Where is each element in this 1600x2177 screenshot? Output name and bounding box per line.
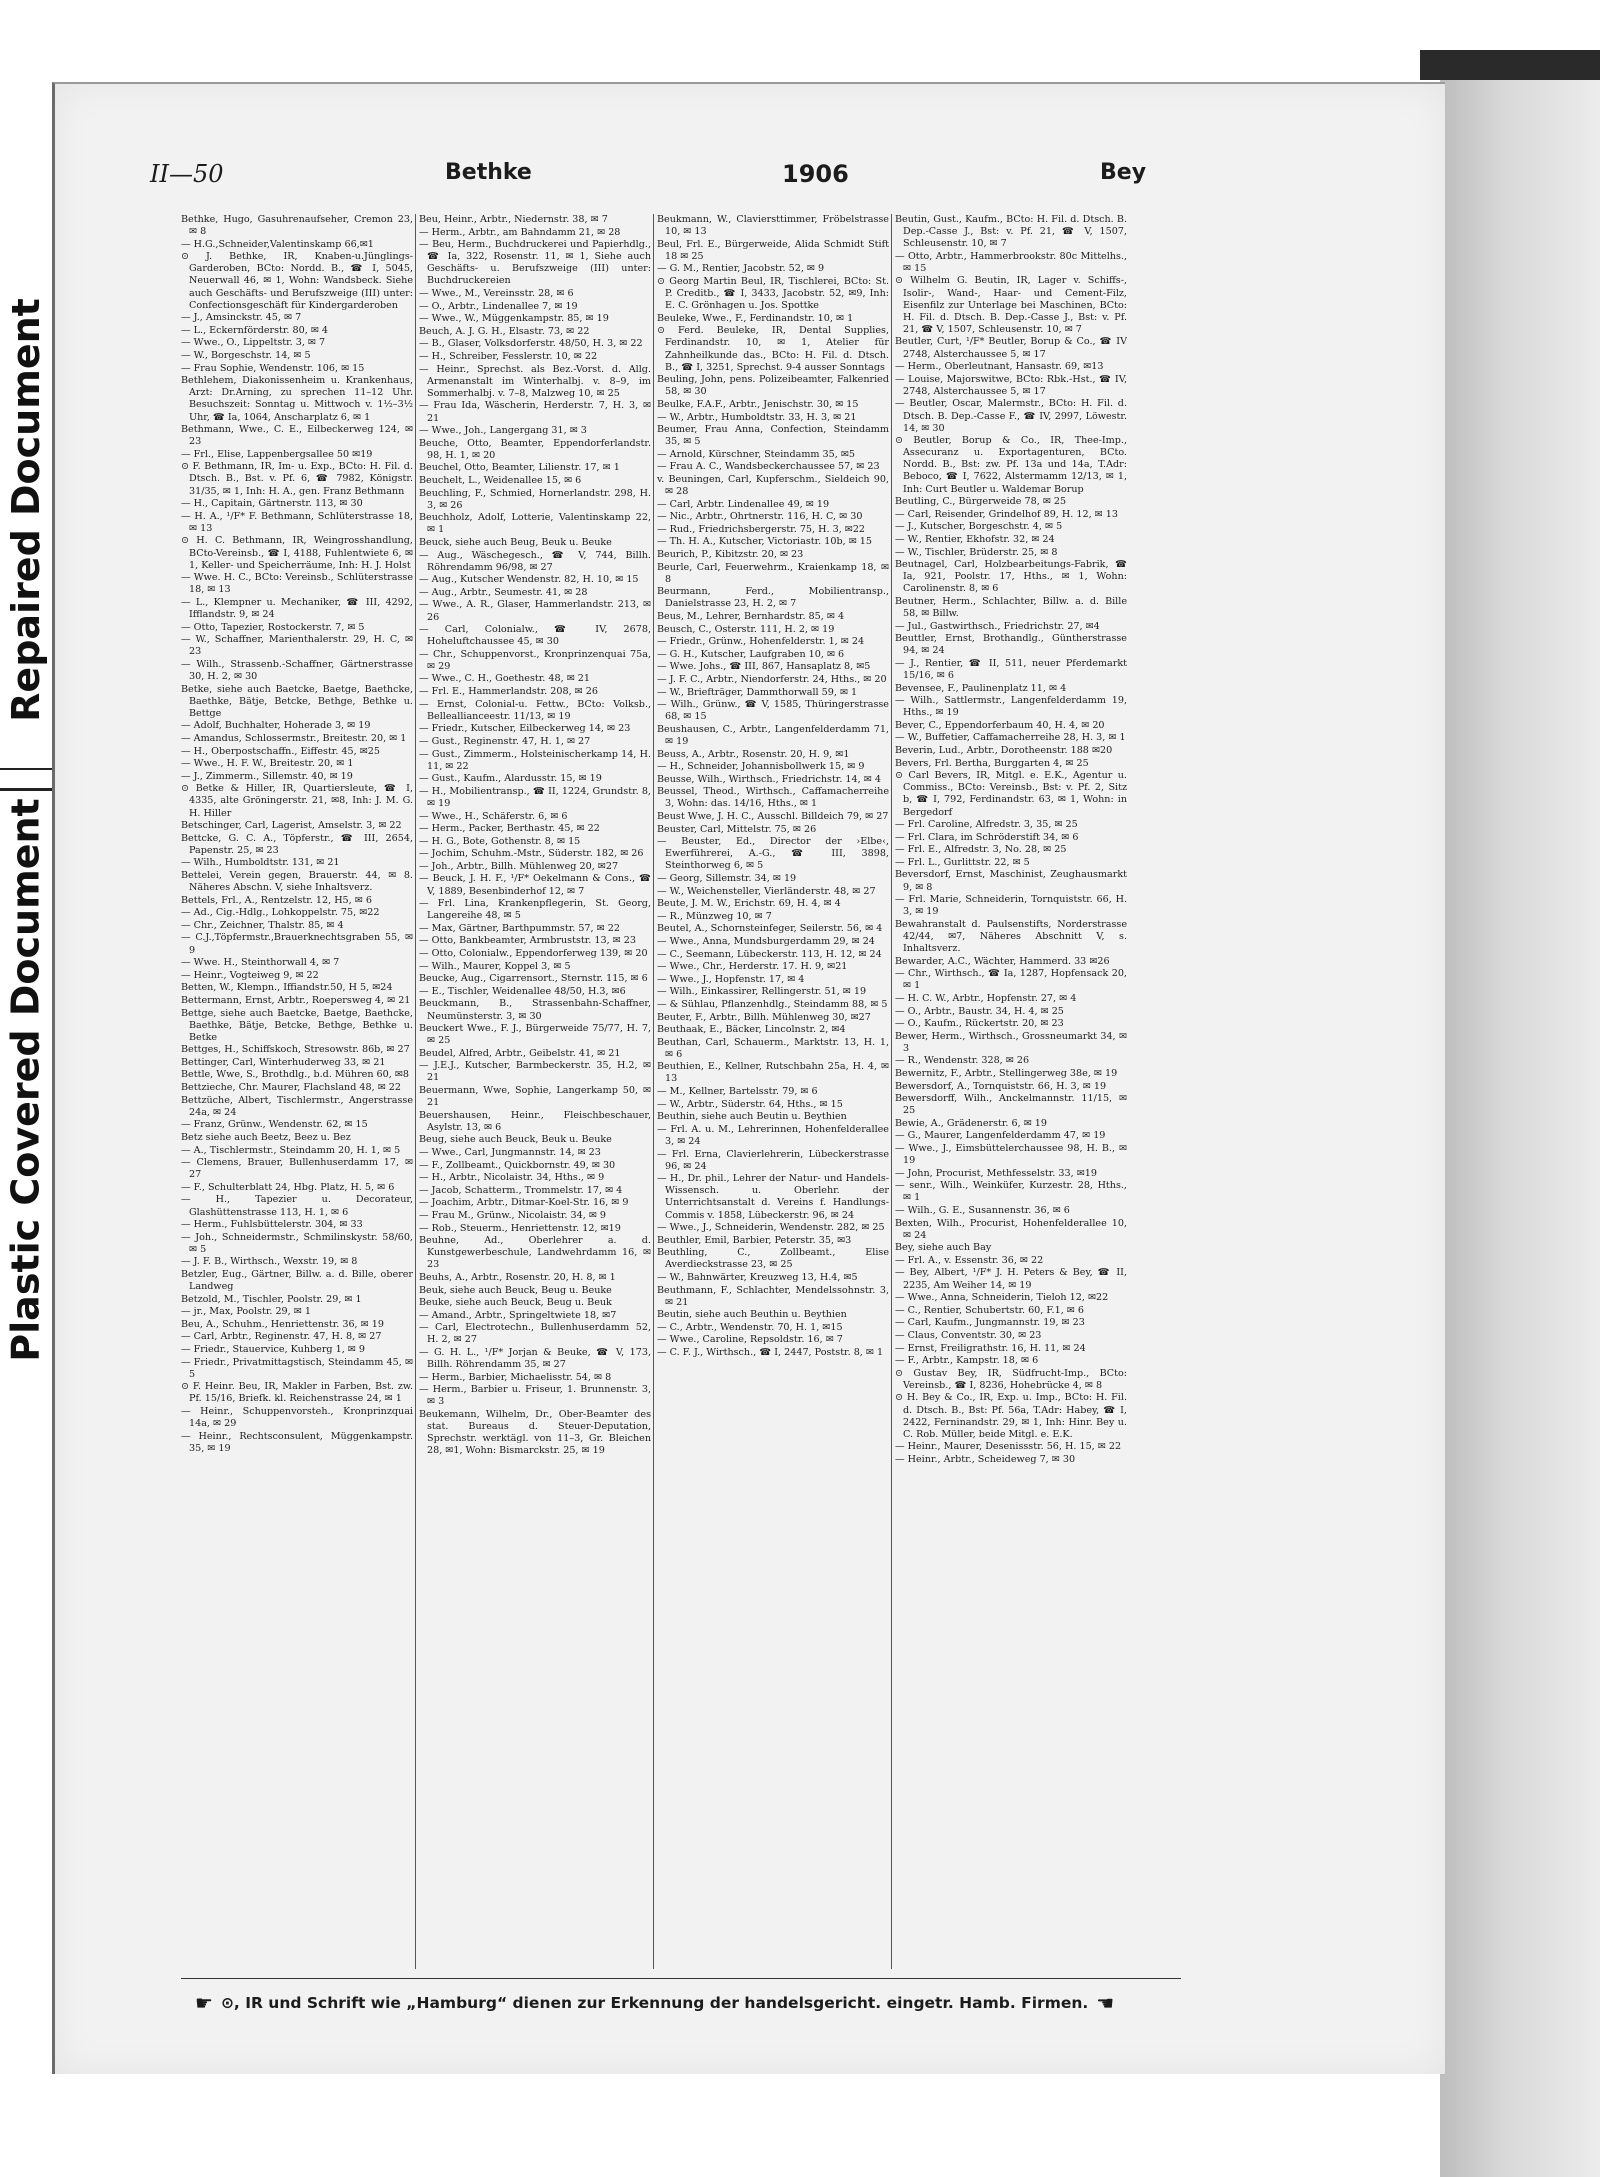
directory-entry: — Claus, Conventstr. 30, ✉ 23: [895, 1329, 1042, 1341]
directory-entry: Beurle, Carl, Feuerwehrm., Kraienkamp 18, ✉ 8: [657, 561, 889, 585]
directory-entry: Beurmann, Ferd., Mobilientransp., Danielstrasse 23, H. 2, ✉ 7: [657, 586, 889, 610]
directory-entry: Beuleke, Wwe., F., Ferdinandstr. 10, ✉ 1: [657, 312, 854, 324]
directory-entry: Beumer, Frau Anna, Confection, Steindamm 35, ✉ 5: [657, 424, 889, 448]
directory-entry: Bever, C., Eppendorferbaum 40, H. 4, ✉ 20: [895, 719, 1105, 731]
directory-entry: — Wwe. Johs., ☎ III, 867, Hansaplatz 8, ✉5: [657, 661, 871, 673]
directory-entry: — Wwe., J., Eimsbüttelerchaussee 98, H. B., ✉ 19: [895, 1143, 1127, 1167]
directory-entry: — C. F. J., Wirthsch., ☎ I, 2447, Poststr. 8, ✉ 1: [657, 1347, 884, 1359]
directory-entry: — Friedr., Privatmittagstisch, Steindamm 45, ✉ 5: [181, 1356, 413, 1380]
footer-rule: [181, 1978, 1181, 1979]
directory-entry: — Friedr., Grünw., Hohenfelderstr. 1, ✉ 24: [657, 636, 865, 648]
directory-entry: Beuster, Carl, Mittelstr. 75, ✉ 26: [657, 823, 817, 835]
directory-entry: ⊙ H. C. Bethmann, IR, Weingrosshandlung, BCto-Vereinsb., ☎ I, 4188, Fuhlentwiete 6, ✉ 1, Keller- und Speicherräume, Inh: H. J. Holst: [181, 535, 413, 571]
directory-entry: — Jul., Gastwirthsch., Friedrichstr. 27, ✉4: [895, 620, 1100, 632]
directory-entry: Beudel, Alfred, Arbtr., Geibelstr. 41, ✉ 21: [419, 1047, 621, 1059]
directory-entry: ⊙ F. Bethmann, IR, Im- u. Exp., BCto: H. Fil. d. Dtsch. B., Bst. v. Pf. 6, ☎ 7982, Königstr. 31/35, ✉ 1, Inh: H. A., gen. Franz Bethmann: [181, 461, 413, 497]
directory-entry: ⊙ Georg Martin Beul, IR, Tischlerei, BCto: St. P. Creditb., ☎ I, 3433, Jacobstr. 52, ✉9, Inh: E. C. Grönhagen u. Jos. Spottke: [657, 275, 889, 312]
directory-entry: — Gust., Reginenstr. 47, H. 1, ✉ 27: [419, 735, 591, 747]
directory-entry: — W., Weichensteller, Vierländerstr. 48, ✉ 27: [657, 885, 876, 897]
directory-entry: — C., Rentier, Schubertstr. 60, F.1, ✉ 6: [895, 1304, 1084, 1316]
directory-entry: — Wwe., Chr., Herderstr. 17. H. 9, ✉21: [657, 961, 848, 973]
column-rule: [415, 214, 416, 1969]
directory-entry: — Frau Sophie, Wendenstr. 106, ✉ 15: [181, 362, 365, 374]
directory-entry: — Wwe., Joh., Langergang 31, ✉ 3: [419, 425, 587, 437]
directory-columns: [181, 214, 1181, 1974]
directory-entry: Beuck, siehe auch Beug, Beuk u. Beuke: [419, 536, 612, 548]
directory-entry: — Frau A. C., Wandsbeckerchaussee 57, ✉ 23: [657, 461, 880, 473]
directory-entry: v. Beuningen, Carl, Kupferschm., Sieldeich 90, ✉ 28: [657, 473, 889, 498]
directory-column-1: [181, 214, 413, 1964]
directory-entry: Beute, J. M. W., Erichstr. 69, H. 4, ✉ 4: [657, 898, 841, 910]
directory-entry: — J., Zimmerm., Sillemstr. 40, ✉ 19: [181, 770, 353, 782]
directory-entry: — G., Maurer, Langenfelderdamm 47, ✉ 19: [895, 1130, 1106, 1142]
directory-entry: ⊙ F. Heinr. Beu, IR, Makler in Farben, Bst. zw. Pf. 15/16, Briefk. kl. Reichenstrasse 24, ✉ 1: [181, 1381, 413, 1405]
footer-legend: [195, 1990, 1175, 2016]
directory-entry: Beuttler, Ernst, Brothandlg., Güntherstrasse 94, ✉ 24: [895, 633, 1127, 657]
directory-entry: Bey, siehe auch Bay: [895, 1242, 992, 1254]
directory-entry: — Wwe., H., Schäferstr. 6, ✉ 6: [419, 810, 568, 822]
directory-column-4: [895, 214, 1127, 1964]
directory-entry: — H., Capitain, Gärtnerstr. 113, ✉ 30: [181, 498, 363, 510]
directory-entry: — & Sühlau, Pflanzenhdlg., Steindamm 88, ✉ 5: [657, 998, 888, 1010]
directory-entry: — F., Zollbeamt., Quickbornstr. 49, ✉ 30: [419, 1159, 616, 1171]
directory-entry: Bettcke, G. C. A., Töpferstr., ☎ III, 2654, Papenstr. 25, ✉ 23: [181, 832, 413, 856]
directory-entry: — O., Kaufm., Rückertstr. 20, ✉ 23: [895, 1018, 1064, 1030]
directory-entry: ⊙ J. Bethke, IR, Knaben-u.Jünglings-Garderoben, BCto: Nordd. B., ☎ I, 5045, Neuerwall 46, ✉ 1, Wohn: Wandsbeck. Siehe auch Geschäfts- und Berufszweige (III) unter: Confectionsgeschäft für Kindergarderoben: [181, 251, 413, 311]
directory-entry: — H., Schreiber, Fesslerstr. 10, ✉ 22: [419, 351, 598, 363]
directory-entry: Bewarder, A.C., Wächter, Hammerd. 33 ✉26: [895, 955, 1110, 967]
repaired-document-label: [0, 255, 52, 765]
directory-entry: — Carl, Colonialw., ☎ IV, 2678, Hoheluftchaussee 45, ✉ 30: [419, 624, 651, 648]
directory-entry: — W., Borgeschstr. 14, ✉ 5: [181, 350, 311, 362]
directory-entry: Bethmann, Wwe., C. E., Eilbeckerweg 124, ✉ 23: [181, 424, 413, 448]
directory-entry: Beuhne, Ad., Oberlehrer a. d. Kunstgewerbeschule, Landwehrdamm 16, ✉ 23: [419, 1235, 651, 1271]
directory-entry: — O., Arbtr., Lindenallee 7, ✉ 19: [419, 300, 578, 312]
directory-entry: — Beutler, Oscar, Malermstr., BCto: H. Fil. d. Dtsch. B. Dep.-Casse F., ☎ IV, 2997, Löwestr. 14, ✉ 30: [895, 398, 1127, 434]
repaired-document-text: Repaired Document: [4, 298, 49, 722]
directory-entry: — Otto, Arbtr., Hammerbrookstr. 80c Mittelhs., ✉ 15: [895, 250, 1127, 274]
directory-entry: — jr., Max, Poolstr. 29, ✉ 1: [181, 1306, 311, 1318]
directory-entry: Beuckert Wwe., F. J., Bürgerweide 75/77, H. 7, ✉ 25: [419, 1023, 651, 1047]
directory-entry: — Louise, Majorswitwe, BCto: Rbk.-Hst., ☎ IV, 2748, Alsterchaussee 5, ✉ 17: [895, 373, 1127, 397]
directory-entry: — Heinr., Maurer, Desenissstr. 56, H. 15, ✉ 22: [895, 1441, 1122, 1453]
side-label-strip: [0, 120, 52, 1362]
directory-entry: — M., Kellner, Bartelsstr. 79, ✉ 6: [657, 1086, 818, 1098]
directory-entry: Bevensee, F., Paulinenplatz 11, ✉ 4: [895, 682, 1067, 694]
directory-entry: Bettermann, Ernst, Arbtr., Roepersweg 4, ✉ 21: [181, 994, 411, 1006]
directory-entry: — Max, Gärtner, Barthpummstr. 57, ✉ 22: [419, 922, 620, 934]
directory-entry: — W., Schaffner, Marienthalerstr. 29, H. C, ✉ 23: [181, 634, 413, 658]
directory-entry: — L., Klempner u. Mechaniker, ☎ III, 4292, Ifflandstr. 9, ✉ 24: [181, 596, 413, 620]
directory-entry: Beust Wwe, J. H. C., Ausschl. Billdeich 79, ✉ 27: [657, 811, 889, 822]
directory-entry: — C., Seemann, Lübeckerstr. 113, H. 12, ✉ 24: [657, 948, 882, 960]
pointing-hand-right-icon: ☚: [1096, 1991, 1115, 2015]
directory-entry: — W., Arbtr., Süderstr. 64, Hths., ✉ 15: [657, 1098, 843, 1110]
directory-entry: — Arnold, Kürschner, Steindamm 35, ✉5: [657, 448, 856, 460]
directory-column-3: [657, 214, 889, 1964]
directory-entry: — Frl. E., Alfredstr. 3, No. 28, ✉ 25: [895, 844, 1067, 856]
directory-entry: Beuchelt, L., Weidenallee 15, ✉ 6: [419, 474, 582, 486]
directory-entry: — Gust., Kaufm., Alardusstr. 15, ✉ 19: [419, 773, 602, 785]
directory-entry: — Wilh., Humboldtstr. 131, ✉ 21: [181, 857, 340, 869]
directory-entry: — Chr., Schuppenvorst., Kronprinzenquai 75a, ✉ 29: [419, 648, 651, 672]
directory-entry: — Nic., Arbtr., Ohrtnerstr. 116, H. C, ✉ 30: [657, 511, 863, 523]
directory-entry: — E., Tischler, Weidenallee 48/50, H.3, ✉6: [419, 985, 626, 997]
directory-entry: Beuch, A. J. G. H., Elsastr. 73, ✉ 22: [419, 325, 590, 337]
directory-entry: ⊙ Gustav Bey, IR, Südfrucht-Imp., BCto: Vereinsb., ☎ I, 8236, Hohebrücke 4, ✉ 8: [895, 1367, 1127, 1391]
directory-entry: — Joh., Arbtr., Billh. Mühlenweg 20, ✉27: [419, 860, 619, 872]
directory-entry: — L., Eckernförderstr. 80, ✉ 4: [181, 324, 329, 336]
directory-entry: — Joachim, Arbtr., Ditmar-Koel-Str. 16, ✉ 9: [419, 1197, 629, 1209]
directory-entry: Beurich, P., Kibitzstr. 20, ✉ 23: [657, 549, 804, 561]
directory-entry: — Wilh., Maurer, Koppel 3, ✉ 5: [419, 960, 571, 972]
directory-entry: Beuter, F., Arbtr., Billh. Mühlenweg 30, ✉27: [657, 1011, 871, 1023]
directory-entry: — Bey, Albert, ¹/F* J. H. Peters & Bey, ☎ II, 2235, Am Weiher 14, ✉ 19: [895, 1267, 1127, 1291]
directory-entry: Beuling, John, pens. Polizeibeamter, Falkenried 58, ✉ 30: [657, 374, 889, 398]
directory-entry: Bewernitz, F., Arbtr., Stellingerweg 38e, ✉ 19: [895, 1067, 1118, 1079]
directory-entry: — Th. H. A., Kutscher, Victoriastr. 10b, ✉ 15: [657, 536, 872, 548]
directory-entry: — Ad., Cig.-Hdlg., Lohkoppelstr. 75, ✉22: [181, 907, 380, 919]
directory-entry: — W., Bahnwärter, Kreuzweg 13, H.4, ✉5: [657, 1271, 858, 1283]
directory-entry: Betzler, Eug., Gärtner, Billw. a. d. Bille, oberer Landweg: [181, 1268, 413, 1293]
directory-entry: — H., Dr. phil., Lehrer der Natur- und Handels-Wissensch. u. Oberlehr. der Unterrichtsanstalt d. Vereins f. Handlungs-Commis v. 1858, Lübeckerstr. 96, ✉ 24: [657, 1173, 889, 1221]
directory-entry: — Wwe., H. F. W., Breitestr. 20, ✉ 1: [181, 758, 354, 770]
directory-entry: Beuthmann, F., Schlachter, Mendelssohnstr. 3, ✉ 21: [657, 1284, 889, 1308]
directory-entry: — Rob., Steuerm., Henriettenstr. 12, ✉19: [419, 1222, 621, 1234]
directory-entry: — Wilh., Sattlermstr., Langenfelderdamm 19, Hths., ✉ 19: [895, 695, 1127, 719]
directory-entry: — Heinr., Schuppenvorsteh., Kronprinzquai 14a, ✉ 29: [181, 1406, 413, 1430]
directory-entry: — Otto, Colonialw., Eppendorferweg 139, ✉ 20: [419, 948, 648, 960]
directory-entry: — O., Arbtr., Baustr. 34, H. 4, ✉ 25: [895, 1005, 1064, 1017]
directory-entry: ⊙ H. Bey & Co., IR, Exp. u. Imp., BCto: H. Fil. d. Dtsch. B., Bst: Pf. 56a, T.Adr: Habey, ☎ I, 2422, Ferninandstr. 29, ✉ 1, Inh: Hinr. Bey u. C. Rob. Müller, beide Mitgl. e. E.K.: [895, 1392, 1127, 1440]
directory-entry: Beu, Heinr., Arbtr., Niedernstr. 38, ✉ 7: [419, 214, 608, 225]
directory-entry: — Wilh., Einkassirer, Rellingerstr. 51, ✉ 19: [657, 986, 867, 998]
running-head: [150, 160, 1147, 196]
directory-entry: — Chr., Wirthsch., ☎ Ia, 1287, Hopfensack 20, ✉ 1: [895, 968, 1127, 992]
directory-entry: Beuchling, F., Schmied, Hornerlandstr. 298, H. 3, ✉ 26: [419, 487, 651, 511]
directory-entry: Betke, siehe auch Baetcke, Baetge, Baethcke, Baethke, Bätje, Betcke, Bethge, Bethke u. Bettge: [181, 683, 413, 719]
directory-entry: — H. A., ¹/F* F. Bethmann, Schlüterstrasse 18, ✉ 13: [181, 510, 413, 534]
directory-entry: Bewersdorf, A., Tornquiststr. 66, H. 3, ✉ 19: [895, 1080, 1107, 1092]
directory-entry: — Carl, Arbtr., Reginenstr. 47, H. 8, ✉ 27: [181, 1331, 382, 1343]
directory-entry: — Wwe., C. H., Goethestr. 48, ✉ 21: [419, 673, 590, 685]
directory-entry: — Friedr., Kutscher, Eilbeckerweg 14, ✉ 23: [419, 723, 631, 735]
directory-entry: Beusse, Wilh., Wirthsch., Friedrichstr. 14, ✉ 4: [657, 773, 881, 785]
directory-entry: Beuthaak, E., Bäcker, Lincolnstr. 2, ✉4: [657, 1024, 846, 1036]
directory-entry: — Ernst, Freiligrathstr. 16, H. 11, ✉ 24: [895, 1342, 1086, 1354]
directory-entry: — Wwe., O., Lippeltstr. 3, ✉ 7: [181, 337, 326, 349]
directory-entry: — J., Rentier, ☎ II, 511, neuer Pferdemarkt 15/16, ✉ 6: [895, 657, 1127, 681]
directory-entry: Bettels, Frl., A., Rentzelstr. 12, H5, ✉ 6: [181, 894, 372, 906]
directory-entry: — Wwe., Anna, Mundsburgerdamm 29, ✉ 24: [657, 935, 875, 947]
directory-entry: — R., Münzweg 10, ✉ 7: [657, 910, 772, 922]
directory-entry: Bewer, Herm., Wirthsch., Grossneumarkt 34, ✉ 3: [895, 1030, 1127, 1054]
directory-entry: — Aug., Arbtr., Seumestr. 41, ✉ 28: [419, 586, 588, 598]
directory-entry: — W., Rentier, Ekhofstr. 32, ✉ 24: [895, 533, 1055, 545]
directory-entry: — Chr., Zeichner, Thalstr. 85, ✉ 4: [181, 919, 344, 931]
directory-entry: — senr., Wilh., Weinküfer, Kurzestr. 28, Hths., ✉ 1: [895, 1180, 1127, 1204]
directory-entry: — H., Oberpostschaffn., Eiffestr. 45, ✉25: [181, 745, 380, 757]
directory-entry: — Aug., Kutscher Wendenstr. 82, H. 10, ✉ 15: [419, 574, 639, 586]
directory-entry: Beversdorf, Ernst, Maschinist, Zeughausmarkt 9, ✉ 8: [895, 869, 1127, 893]
directory-entry: — Joh., Schneidermstr., Schmilinskystr. 58/60, ✉ 5: [181, 1231, 413, 1255]
scan-corner: [1420, 50, 1600, 80]
directory-entry: — C.J.,Töpfermstr.,Brauerknechtsgraben 55, ✉ 9: [181, 932, 413, 956]
directory-entry: — Rud., Friedrichsbergerstr. 75, H. 3, ✉22: [657, 523, 866, 535]
directory-entry: — Wwe., J., Hopfenstr. 17, ✉ 4: [657, 973, 805, 985]
directory-entry: — Wwe., Carl, Jungmannstr. 14, ✉ 23: [419, 1147, 601, 1159]
first-name-header: Bethke: [445, 160, 532, 185]
directory-entry: — Friedr., Stauervice, Kuhberg 1, ✉ 9: [181, 1344, 365, 1356]
directory-entry: — Wwe., J., Schneiderin, Wendenstr. 282, ✉ 25: [657, 1222, 885, 1234]
directory-entry: — Beuster, Ed., Director der ›Elbe‹, Ewerführerei, A.-G., ☎ III, 3898, Steinthorweg 6, ✉ 5: [657, 836, 889, 872]
directory-entry: — John, Procurist, Methfesselstr. 33, ✉19: [895, 1167, 1097, 1179]
directory-entry: — Carl, Reisender, Grindelhof 89, H. 12, ✉ 13: [895, 508, 1118, 520]
directory-entry: Beussel, Theod., Wirthsch., Caffamacherreihe 3, Wohn: das. 14/16, Hths., ✉ 1: [657, 786, 889, 810]
directory-entry: — Heinr., Sprechst. als Bez.-Vorst. d. Allg. Armenanstalt im Winterhalbj. v. 8–9, im Sommerhalbj. v. 7–8, Malzweg 10, ✉ 25: [419, 363, 651, 399]
directory-entry: — Wwe., A. R., Glaser, Hammerlandstr. 213, ✉ 26: [419, 599, 651, 623]
directory-entry: Beuchel, Otto, Beamter, Lilienstr. 17, ✉ 1: [419, 462, 620, 474]
directory-entry: Beuhs, A., Arbtr., Rosenstr. 20, H. 8, ✉ 1: [419, 1271, 616, 1283]
directory-entry: — Herm., Oberleutnant, Hansastr. 69, ✉13: [895, 361, 1104, 373]
directory-entry: — Heinr., Arbtr., Scheideweg 7, ✉ 30: [895, 1453, 1076, 1465]
plastic-covered-label: [0, 798, 52, 1362]
directory-entry: — Adolf, Buchhalter, Hoherade 3, ✉ 19: [181, 720, 371, 732]
directory-entry: — Wwe., W., Müggenkampstr. 85, ✉ 19: [419, 313, 609, 325]
directory-entry: Beukmann, W., Claviersttimmer, Fröbelstrasse 10, ✉ 13: [657, 214, 889, 238]
column-rule: [891, 214, 892, 1969]
directory-entry: Bethlehem, Diakonissenheim u. Krankenhaus, Arzt: Dr.Arning, zu sprechen 11–12 Uhr. Besuchszeit: Sonntag u. Mittwoch v. 1½–3½ Uhr, ☎ Ia, 1064, Anscharplatz 6, ✉ 1: [181, 375, 413, 423]
column-rule: [653, 214, 654, 1969]
directory-entry: Beushausen, C., Arbtr., Langenfelderdamm 71, ✉ 19: [657, 723, 889, 747]
directory-entry: — Frau M., Grünw., Nicolaistr. 34, ✉ 9: [419, 1210, 607, 1221]
directory-entry: — W., Arbtr., Humboldtstr. 33, H. 3, ✉ 21: [657, 411, 857, 423]
directory-entry: — Wwe., Anna, Schneiderin, Tieloh 12, ✉22: [895, 1292, 1109, 1304]
directory-entry: — Herm., Fuhlsbüttelerstr. 304, ✉ 33: [181, 1219, 363, 1231]
directory-entry: — Ernst, Colonial-u. Fettw., BCto: Volksb., Belleallianceestr. 11/13, ✉ 19: [419, 698, 651, 722]
directory-column-2: [419, 214, 651, 1964]
directory-entry: Beuthien, E., Kellner, Rutschbahn 25a, H. 4, ✉ 13: [657, 1061, 889, 1085]
directory-entry: Bewersdorff, Wilh., Anckelmannstr. 11/15, ✉ 25: [895, 1093, 1127, 1117]
directory-entry: ⊙ Betke & Hiller, IR, Quartiersleute, ☎ I, 4335, alte Gröningerstr. 21, ✉8, Inh: J. M. G. H. Hiller: [181, 783, 413, 819]
directory-entry: — Wwe. H. C., BCto: Vereinsb., Schlüterstrasse 18, ✉ 13: [181, 572, 413, 596]
directory-entry: — Wwe., M., Vereinsstr. 28, ✉ 6: [419, 288, 574, 300]
directory-entry: Beuthan, Carl, Schauerm., Marktstr. 13, H. 1, ✉ 6: [657, 1036, 889, 1060]
directory-entry: — Herm., Packer, Berthastr. 45, ✉ 22: [419, 823, 600, 835]
directory-entry: Beutel, A., Schornsteinfeger, Seilerstr. 56, ✉ 4: [657, 923, 883, 935]
directory-entry: — W., Tischler, Brüderstr. 25, ✉ 8: [895, 546, 1058, 558]
directory-entry: — Carl, Arbtr. Lindenallee 49, ✉ 19: [657, 498, 830, 510]
page-number: II—50: [150, 160, 224, 188]
directory-entry: Bethke, Hugo, Gasuhrenaufseher, Cremon 23, ✉ 8: [181, 214, 413, 238]
directory-entry: Bettle, Wwe, S., Brothdlg., b.d. Mühren 60, ✉8: [181, 1069, 410, 1081]
directory-entry: Beuckmann, B., Strassenbahn-Schaffner, Neumünsterstr. 3, ✉ 30: [419, 998, 651, 1022]
directory-entry: Beuche, Otto, Beamter, Eppendorferlandstr. 98, H. 1, ✉ 20: [419, 437, 651, 461]
directory-entry: — Franz, Grünw., Wendenstr. 62, ✉ 15: [181, 1119, 368, 1131]
directory-entry: — H., Tapezier u. Decorateur, Glashüttenstrasse 113, H. 1, ✉ 6: [181, 1194, 413, 1218]
year-header: 1906: [782, 160, 849, 188]
directory-entry: Beuss, A., Arbtr., Rosenstr. 20, H. 9, ✉1: [657, 748, 850, 760]
directory-entry: — G. H., Kutscher, Laufgraben 10, ✉ 6: [657, 648, 845, 660]
directory-entry: Betzold, M., Tischler, Poolstr. 29, ✉ 1: [181, 1293, 362, 1305]
directory-entry: — R., Wendenstr. 328, ✉ 26: [895, 1055, 1030, 1067]
directory-entry: — Frl., Elise, Lappenbergsallee 50 ✉19: [181, 448, 373, 460]
directory-entry: — Clemens, Brauer, Bullenhuserdamm 17, ✉ 27: [181, 1157, 413, 1181]
directory-entry: Beverin, Lud., Arbtr., Dorotheenstr. 188 ✉20: [895, 745, 1113, 757]
directory-entry: — Gust., Zimmerm., Holsteinischerkamp 14, H. 11, ✉ 22: [419, 748, 651, 772]
plastic-covered-text: Plastic Covered Document: [4, 798, 49, 1362]
directory-entry: Beuk, siehe auch Beuck, Beug u. Beuke: [419, 1284, 612, 1296]
directory-entry: — Wwe. H., Steinthorwall 4, ✉ 7: [181, 957, 340, 969]
directory-entry: Beuthler, Emil, Barbier, Peterstr. 35, ✉3: [657, 1234, 852, 1246]
directory-entry: — Jacob, Schatterm., Trommelstr. 17, ✉ 4: [419, 1184, 623, 1196]
directory-entry: — Aug., Wäschegesch., ☎ V, 744, Billh. Röhrendamm 96/98, ✉ 27: [419, 549, 651, 573]
directory-entry: — Frl. L., Gurlittstr. 22, ✉ 5: [895, 856, 1030, 868]
directory-entry: — Otto, Tapezier, Rostockerstr. 7, ✉ 5: [181, 621, 365, 633]
directory-entry: ⊙ Beutler, Borup & Co., IR, Thee-Imp., Assecuranz u. Exportagenturen, BCto. Nordd. B., Bst: zw. Pf. 13a und 14a, T.Adr: Beboco, ☎ I, 7622, Alstermamm 12/13, ✉ 1, Inh: Curt Beutler u. Waldemar Borup: [895, 435, 1127, 495]
directory-entry: Bexten, Wilh., Procurist, Hohenfelderallee 10, ✉ 24: [895, 1217, 1127, 1241]
directory-entry: — H.G.,Schneider,Valentinskamp 66,✉1: [181, 238, 374, 250]
directory-entry: — A., Tischlermstr., Steindamm 20, H. 1, ✉ 5: [181, 1144, 401, 1156]
directory-entry: Beutin, siehe auch Beuthin u. Beythien: [657, 1309, 847, 1321]
directory-entry: Bettzüche, Albert, Tischlermstr., Angerstrasse 24a, ✉ 24: [181, 1094, 413, 1118]
pointing-hand-left-icon: ☛: [195, 1991, 213, 2015]
directory-entry: Bettges, H., Schiffskoch, Stresowstr. 86b, ✉ 27: [181, 1044, 410, 1056]
directory-entry: Beusch, C., Osterstr. 111, H. 2, ✉ 19: [657, 623, 835, 635]
directory-entry: Bettinger, Carl, Winterhuderweg 33, ✉ 21: [181, 1056, 386, 1068]
directory-entry: — F., Arbtr., Kampstr. 18, ✉ 6: [895, 1355, 1039, 1367]
directory-entry: — J. F. B., Wirthsch., Wexstr. 19, ✉ 8: [181, 1256, 358, 1268]
directory-entry: — Heinr., Rechtsconsulent, Müggenkampstr. 35, ✉ 19: [181, 1430, 413, 1454]
directory-entry: Beutner, Herm., Schlachter, Billw. a. d. Bille 58, ✉ Billw.: [895, 595, 1127, 619]
directory-entry: — Frl. A., v. Essenstr. 36, ✉ 22: [895, 1254, 1044, 1266]
directory-entry: Beug, siehe auch Beuck, Beuk u. Beuke: [419, 1134, 612, 1146]
directory-entry: — J.E.J., Kutscher, Barmbeckerstr. 35, H.2, ✉ 21: [419, 1060, 651, 1084]
directory-entry: Beuershausen, Heinr., Fleischbeschauer, Asylstr. 13, ✉ 6: [419, 1109, 651, 1133]
directory-entry: Beuermann, Wwe, Sophie, Langerkamp 50, ✉ 21: [419, 1085, 651, 1109]
directory-entry: — Herm., Barbier u. Friseur, 1. Brunnenstr. 3, ✉ 3: [419, 1384, 651, 1408]
footer-text: ⊙, IR und Schrift wie „Hamburg“ dienen zur Erkennung der handelsgericht. eingetr. Hamb. Firmen.: [220, 1994, 1089, 2012]
directory-entry: Bettzieche, Chr. Maurer, Flachsland 48, ✉ 22: [181, 1082, 402, 1094]
directory-entry: Beuthling, C., Zollbeamt., Elise Averdieckstrasse 23, ✉ 25: [657, 1247, 889, 1271]
directory-entry: Betschinger, Carl, Lagerist, Amselstr. 3, ✉ 22: [181, 820, 402, 832]
directory-entry: — Frl. E., Hammerlandstr. 208, ✉ 26: [419, 686, 598, 698]
directory-entry: Beu, A., Schuhm., Henriettenstr. 36, ✉ 19: [181, 1318, 384, 1330]
directory-entry: — J. F. C., Arbtr., Niendorferstr. 24, Hths., ✉ 20: [657, 673, 887, 685]
directory-entry: — F., Schulterblatt 24, Hbg. Platz, H. 5, ✉ 6: [181, 1181, 395, 1193]
directory-entry: — Wilh., Strassenb.-Schaffner, Gärtnerstrasse 30, H. 2, ✉ 30: [181, 658, 413, 682]
directory-entry: — Beu, Herm., Buchdruckerei und Papierhdlg., ☎ Ia, 322, Rosenstr. 11, ✉ 1, Siehe auch Geschäfts- u. Berufszweige (III) unter: Buchdruckereien: [419, 239, 651, 287]
directory-entry: — H. C. W., Arbtr., Hopfenstr. 27, ✉ 4: [895, 992, 1077, 1004]
directory-entry: Beul, Frl. E., Bürgerweide, Alida Schmidt Stift 18 ✉ 25: [657, 238, 889, 262]
directory-entry: Beucke, Aug., Cigarrensort., Sternstr. 115, ✉ 6: [419, 973, 648, 985]
directory-entry: — Carl, Kaufm., Jungmannstr. 19, ✉ 23: [895, 1317, 1085, 1329]
directory-entry: — Wilh., Grünw., ☎ V, 1585, Thüringerstrasse 68, ✉ 15: [657, 699, 889, 723]
directory-entry: — J., Kutscher, Borgeschstr. 4, ✉ 5: [895, 521, 1063, 533]
directory-entry: — H., Arbtr., Nicolaistr. 34, Hths., ✉ 9: [419, 1172, 605, 1184]
directory-entry: — Wilh., G. E., Susannenstr. 36, ✉ 6: [895, 1205, 1070, 1216]
directory-entry: — Carl, Electrotechn., Bullenhuserdamm 52, H. 2, ✉ 27: [419, 1322, 651, 1346]
directory-entry: Bewahranstalt d. Paulsenstifts, Norderstrasse 42/44, ✉7, Näheres Abschnitt V, s. Inhaltsverz.: [895, 918, 1127, 955]
directory-entry: — Amandus, Schlossermstr., Breitestr. 20, ✉ 1: [181, 732, 407, 744]
directory-entry: Beuke, siehe auch Beuck, Beug u. Beuk: [419, 1297, 612, 1309]
directory-entry: Bevers, Frl. Bertha, Burggarten 4, ✉ 25: [895, 757, 1089, 769]
directory-entry: — B., Glaser, Volksdorferstr. 48/50, H. 3, ✉ 22: [419, 338, 643, 350]
directory-entry: Beukemann, Wilhelm, Dr., Ober-Beamter des stat. Bureaus d. Steuer-Deputation, Sprechstr. werktägl. von 11–3, Gr. Bleichen 28, ✉1, Wohn: Bismarckstr. 25, ✉ 19: [419, 1409, 651, 1457]
directory-entry: — Frl. Lina, Krankenpflegerin, St. Georg, Langereihe 48, ✉ 5: [419, 898, 651, 922]
directory-entry: Bewie, A., Grädenerstr. 6, ✉ 19: [895, 1117, 1048, 1129]
directory-entry: — C., Arbtr., Wendenstr. 70, H. 1, ✉15: [657, 1321, 843, 1333]
directory-entry: — Beuck, J. H. F., ¹/F* Oekelmann & Cons., ☎ V, 1889, Besenbinderhof 12, ✉ 7: [419, 873, 651, 897]
directory-entry: — Heinr., Vogteiweg 9, ✉ 22: [181, 969, 319, 981]
directory-entry: — Frl. Caroline, Alfredstr. 3, 35, ✉ 25: [895, 819, 1078, 831]
directory-entry: — Otto, Bankbeamter, Armbruststr. 13, ✉ 23: [419, 935, 636, 947]
last-name-header: Bey: [1100, 160, 1147, 185]
directory-entry: Betz siehe auch Beetz, Beez u. Bez: [181, 1131, 351, 1143]
directory-entry: — Herm., Barbier, Michaelisstr. 54, ✉ 8: [419, 1371, 612, 1383]
directory-entry: Beulke, F.A.F., Arbtr., Jenischstr. 30, ✉ 15: [657, 398, 859, 410]
directory-entry: — H. G., Bote, Gothenstr. 8, ✉ 15: [419, 835, 581, 847]
side-divider: [0, 768, 52, 770]
directory-entry: Bettge, siehe auch Baetcke, Baetge, Baethcke, Baethke, Bätje, Betcke, Bethge, Bethke u. Betke: [181, 1007, 413, 1043]
directory-entry: — H., Schneider, Johannisbollwerk 15, ✉ 9: [657, 761, 865, 773]
directory-entry: — Wwe., Caroline, Repsoldstr. 16, ✉ 7: [657, 1334, 843, 1346]
directory-entry: — J., Amsinckstr. 45, ✉ 7: [181, 312, 302, 324]
directory-entry: — W., Buffetier, Caffamacherreihe 28, H. 3, ✉ 1: [895, 732, 1126, 744]
directory-entry: Beuchholz, Adolf, Lotterie, Valentinskamp 22, ✉ 1: [419, 512, 651, 536]
directory-entry: Beutling, C., Bürgerweide 78, ✉ 25: [895, 496, 1067, 508]
directory-entry: Bettelei, Verein gegen, Brauerstr. 44, ✉ 8. Näheres Abschn. V, siehe Inhaltsverz.: [181, 869, 413, 894]
scan-edge: [1440, 80, 1600, 2177]
directory-entry: Beuthin, siehe auch Beutin u. Beythien: [657, 1111, 847, 1123]
directory-entry: ⊙ Carl Bevers, IR, Mitgl. e. E.K., Agentur u. Commiss., BCto: Vereinsb., Bst: v. Pf. 2, Sitz b, ☎ I, 792, Ferdinandstr. 63, ✉ 1, Wohn: in Bergedorf: [895, 770, 1127, 818]
directory-entry: — Georg, Sillemstr. 34, ✉ 19: [657, 872, 797, 884]
directory-entry: Beutnagel, Carl, Holzbearbeitungs-Fabrik, ☎ Ia, 921, Poolstr. 17, Hths., ✉ 1, Wohn: Carolinenstr. 8, ✉ 6: [895, 559, 1127, 595]
directory-entry: ⊙ Wilhelm G. Beutin, IR, Lager v. Schiffs-, Isolir-, Wand-, Haar- und Cement-Filz, Eisenfilz zur Unterlage bei Maschinen, BCto: H. Fil. d. Dtsch. B. Dep.-Casse J., Bst: v. Pf. 21, ☎ V, 1507, Schleusenstr. 10, ✉ 7: [895, 275, 1127, 335]
directory-entry: Beutler, Curt, ¹/F* Beutler, Borup & Co., ☎ IV 2748, Alsterchaussee 5, ✉ 17: [895, 336, 1127, 360]
directory-entry: Beutin, Gust., Kaufm., BCto: H. Fil. d. Dtsch. B. Dep.-Casse J., Bst: v. Pf. 21, ☎ V, 1507, Schleusenstr. 10, ✉ 7: [895, 214, 1127, 250]
directory-entry: — Herm., Arbtr., am Bahndamm 21, ✉ 28: [419, 226, 621, 238]
side-divider: [0, 788, 52, 791]
directory-entry: — G. M., Rentier, Jacobstr. 52, ✉ 9: [657, 263, 825, 275]
directory-entry: — Frl. A. u. M., Lehrerinnen, Hohenfelderallee 3, ✉ 24: [657, 1123, 889, 1147]
directory-entry: — Frl. Marie, Schneiderin, Tornquiststr. 66, H. 3, ✉ 19: [895, 894, 1127, 918]
directory-entry: — W., Briefträger, Dammthorwall 59, ✉ 1: [657, 686, 858, 698]
directory-entry: Beus, M., Lehrer, Bernhardstr. 85, ✉ 4: [657, 611, 845, 622]
directory-entry: — Frl. Erna, Clavierlehrerin, Lübeckerstrasse 96, ✉ 24: [657, 1148, 889, 1172]
directory-entry: — Frau Ida, Wäscherin, Herderstr. 7, H. 3, ✉ 21: [419, 400, 651, 424]
directory-entry: — Jochim, Schuhm.-Mstr., Süderstr. 182, ✉ 26: [419, 848, 644, 860]
directory-entry: Betten, W., Klempn., Iffiandstr.50, H 5, ✉24: [181, 982, 393, 994]
directory-entry: — H., Mobilientransp., ☎ II, 1224, Grundstr. 8, ✉ 19: [419, 785, 651, 809]
directory-entry: ⊙ Ferd. Beuleke, IR, Dental Supplies, Ferdinandstr. 10, ✉ 1, Atelier für Zahnheilkunde das., BCto: H. Fil. d. Dtsch. B., ☎ I, 3251, Sprechst. 9-4 ausser Sonntags: [657, 325, 889, 373]
directory-entry: — Frl. Clara, im Schröderstift 34, ✉ 6: [895, 831, 1079, 843]
directory-entry: — Amand., Arbtr., Springeltwiete 18, ✉7: [419, 1309, 617, 1321]
directory-entry: — G. H. L., ¹/F* Jorjan & Beuke, ☎ V, 173, Billh. Röhrendamm 35, ✉ 27: [419, 1347, 651, 1371]
